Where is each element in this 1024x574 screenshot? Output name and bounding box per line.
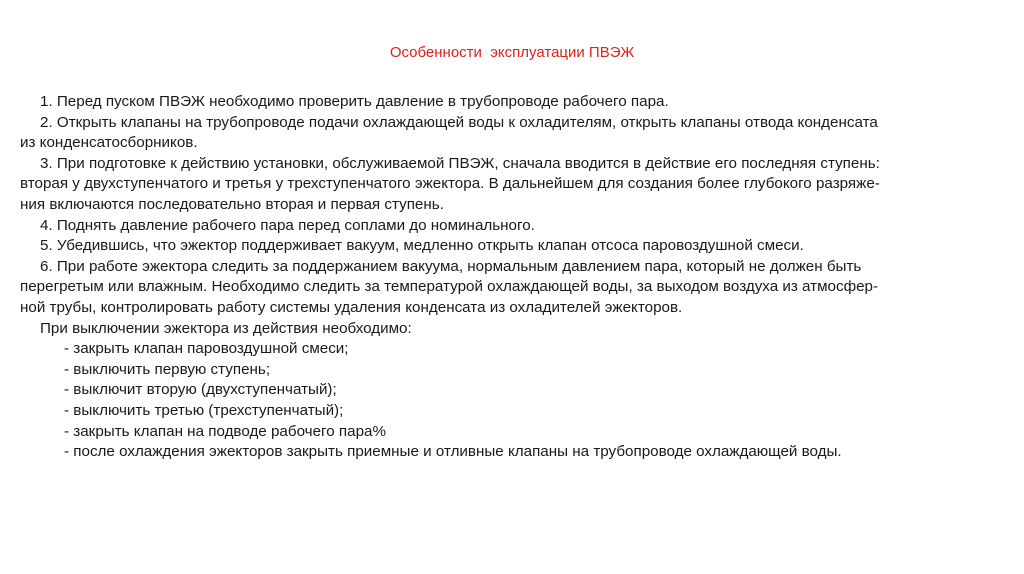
list-item: - закрыть клапан на подводе рабочего пара% [64,422,386,440]
text-line: ной трубы, контролировать работу системы удаления конденсата из охладителей эжекторов. [20,298,683,316]
text-line: 4. Поднять давление рабочего пара перед соплами до номинального. [40,216,535,234]
text-line: 2. Открыть клапаны на трубопроводе подачи охлаждающей воды к охладителям, открыть клапаны отвода конденсата [40,113,878,131]
text-line: перегретым или влажным. Необходимо следить за температурой охлаждающей воды, за выходом воздуха из атмосфер- [20,278,879,296]
list-item: - выключить третью (трехступенчатый); [64,401,344,419]
slide-body [20,92,1020,463]
list-item: - после охлаждения эжекторов закрыть приемные и отливные клапаны на трубопроводе охлаждающей воды. [64,443,842,461]
text-line: 3. При подготовке к действию установки, обслуживаемой ПВЭЖ, сначала вводится в действие его последняя ступень: [40,154,880,172]
text-line: При выключении эжектора из действия необходимо: [40,319,412,337]
list-item: - закрыть клапан паровоздушной смеси; [64,340,349,358]
list-item: - выключить первую ступень; [64,360,271,378]
text-line: ния включаются последовательно вторая и первая ступень. [20,195,444,213]
text-line: 6. При работе эжектора следить за поддержанием вакуума, нормальным давлением пара, который не должен быть [40,257,862,275]
text-line: вторая у двухступенчатого и третья у трехступенчатого эжектора. В дальнейшем для создания более глубокого разряже- [20,175,880,193]
list-item: - выключит вторую (двухступенчатый); [64,381,337,399]
text-line: 1. Перед пуском ПВЭЖ необходимо проверить давление в трубопроводе рабочего пара. [40,93,669,110]
slide-title: Особенности эксплуатации ПВЭЖ [389,44,635,61]
text-line: 5. Убедившись, что эжектор поддерживает вакуум, медленно открыть клапан отсоса паровоздушной смеси. [40,237,804,255]
text-line: из конденсатосборников. [20,134,198,152]
